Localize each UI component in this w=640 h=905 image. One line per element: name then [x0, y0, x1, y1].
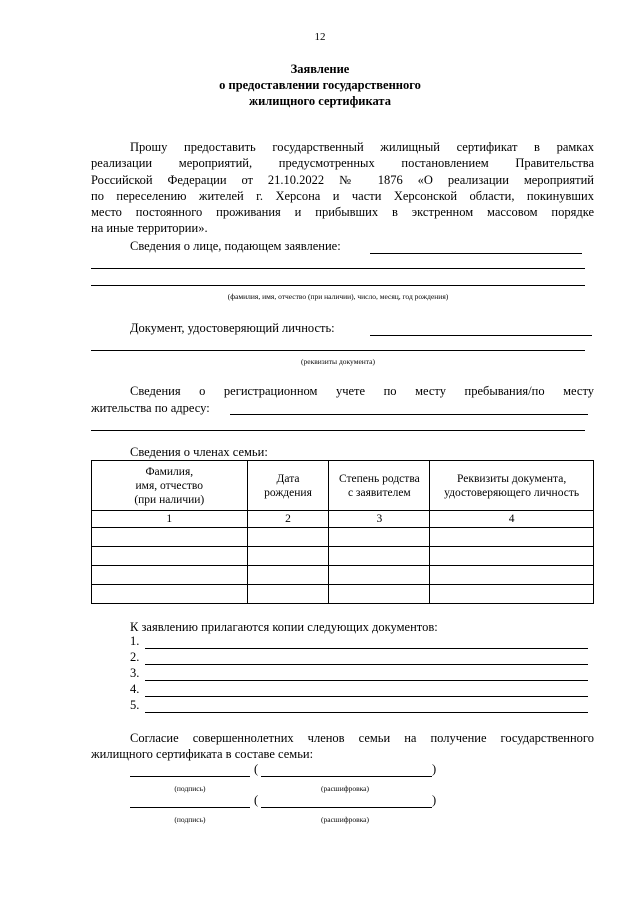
table-row — [92, 566, 594, 585]
attachment-number: 1. — [130, 634, 140, 648]
table-cell[interactable] — [430, 585, 594, 604]
registration-field-line[interactable] — [230, 414, 588, 415]
column-number: 3 — [329, 511, 430, 528]
request-line-1: Прошу предоставить государственный жилищный сертификат в рамках — [130, 140, 594, 154]
close-paren: ) — [432, 762, 437, 776]
page-number: 12 — [314, 31, 326, 43]
family-col-birthdate: Дата рождения — [247, 461, 329, 511]
table-row — [92, 547, 594, 566]
attachment-line[interactable] — [145, 664, 588, 665]
family-label: Сведения о членах семьи: — [130, 445, 268, 459]
attachment-line[interactable] — [145, 712, 588, 713]
consent-line-1: Согласие совершеннолетних членов семьи на получение государственного — [130, 731, 594, 745]
registration-line-2: жительства по адресу: — [91, 401, 210, 415]
signature-caption: (подпись) — [174, 815, 206, 824]
document-subtitle-2: жилищного сертификата — [249, 94, 391, 108]
open-paren: ( — [254, 762, 259, 776]
table-cell[interactable] — [247, 547, 329, 566]
identity-doc-caption: (реквизиты документа) — [301, 357, 375, 366]
signature-caption: (подпись) — [174, 784, 206, 793]
table-cell[interactable] — [247, 528, 329, 547]
identity-doc-field-line-2[interactable] — [91, 350, 585, 351]
request-line-2: реализации мероприятий, предусмотренных постановлением Правительства — [91, 156, 594, 170]
column-number: 2 — [247, 511, 329, 528]
applicant-field-line-3[interactable] — [91, 285, 585, 286]
request-line-4: по переселению жителей г. Херсона и части Херсонской области, покинувших — [91, 189, 594, 203]
attachments-label: К заявлению прилагаются копии следующих документов: — [130, 620, 438, 634]
close-paren: ) — [432, 793, 437, 807]
applicant-field-line[interactable] — [370, 253, 582, 254]
column-number: 4 — [430, 511, 594, 528]
registration-field-line-2[interactable] — [91, 430, 585, 431]
table-cell[interactable] — [430, 566, 594, 585]
table-cell[interactable] — [329, 547, 430, 566]
table-cell[interactable] — [92, 528, 248, 547]
identity-doc-field-line[interactable] — [370, 335, 592, 336]
identity-doc-label: Документ, удостоверяющий личность: — [130, 321, 335, 335]
registration-line-1: Сведения о регистрационном учете по месту пребывания/по месту — [130, 384, 594, 398]
decoding-line[interactable] — [261, 776, 432, 777]
decoding-line[interactable] — [261, 807, 432, 808]
attachment-number: 4. — [130, 682, 140, 696]
open-paren: ( — [254, 793, 259, 807]
table-cell[interactable] — [329, 566, 430, 585]
decoding-caption: (расшифровка) — [321, 784, 369, 793]
consent-line-2: жилищного сертификата в составе семьи: — [91, 747, 314, 761]
attachment-number: 2. — [130, 650, 140, 664]
attachment-number: 3. — [130, 666, 140, 680]
family-members-table — [91, 460, 594, 604]
applicant-label: Сведения о лице, подающем заявление: — [130, 239, 341, 253]
table-cell[interactable] — [247, 585, 329, 604]
attachment-line[interactable] — [145, 680, 588, 681]
request-line-3: Российской Федерации от 21.10.2022 № 1876 «О реализации мероприятий — [91, 173, 594, 187]
table-row — [92, 585, 594, 604]
table-cell[interactable] — [92, 585, 248, 604]
document-subtitle: о предоставлении государственного — [219, 78, 421, 92]
table-cell[interactable] — [430, 528, 594, 547]
family-col-document: Реквизиты документа, удостоверяющего личность — [430, 461, 594, 511]
request-line-6: на иные территории». — [91, 221, 208, 235]
applicant-caption: (фамилия, имя, отчество (при наличии), число, месяц, год рождения) — [227, 292, 449, 301]
document-title: Заявление — [290, 62, 350, 76]
family-col-name: Фамилия, имя, отчество (при наличии) — [92, 461, 248, 511]
table-cell[interactable] — [329, 528, 430, 547]
request-line-5: место постоянного проживания и прибывших в экстренном массовом порядке — [91, 205, 594, 219]
table-cell[interactable] — [247, 566, 329, 585]
table-cell[interactable] — [92, 547, 248, 566]
table-row — [92, 528, 594, 547]
table-cell[interactable] — [430, 547, 594, 566]
family-col-relation: Степень родства с заявителем — [329, 461, 430, 511]
column-number: 1 — [92, 511, 248, 528]
signature-line[interactable] — [130, 807, 250, 808]
decoding-caption: (расшифровка) — [321, 815, 369, 824]
table-cell[interactable] — [92, 566, 248, 585]
signature-line[interactable] — [130, 776, 250, 777]
attachment-line[interactable] — [145, 696, 588, 697]
attachment-number: 5. — [130, 698, 140, 712]
attachment-line[interactable] — [145, 648, 588, 649]
applicant-field-line-2[interactable] — [91, 268, 585, 269]
table-cell[interactable] — [329, 585, 430, 604]
